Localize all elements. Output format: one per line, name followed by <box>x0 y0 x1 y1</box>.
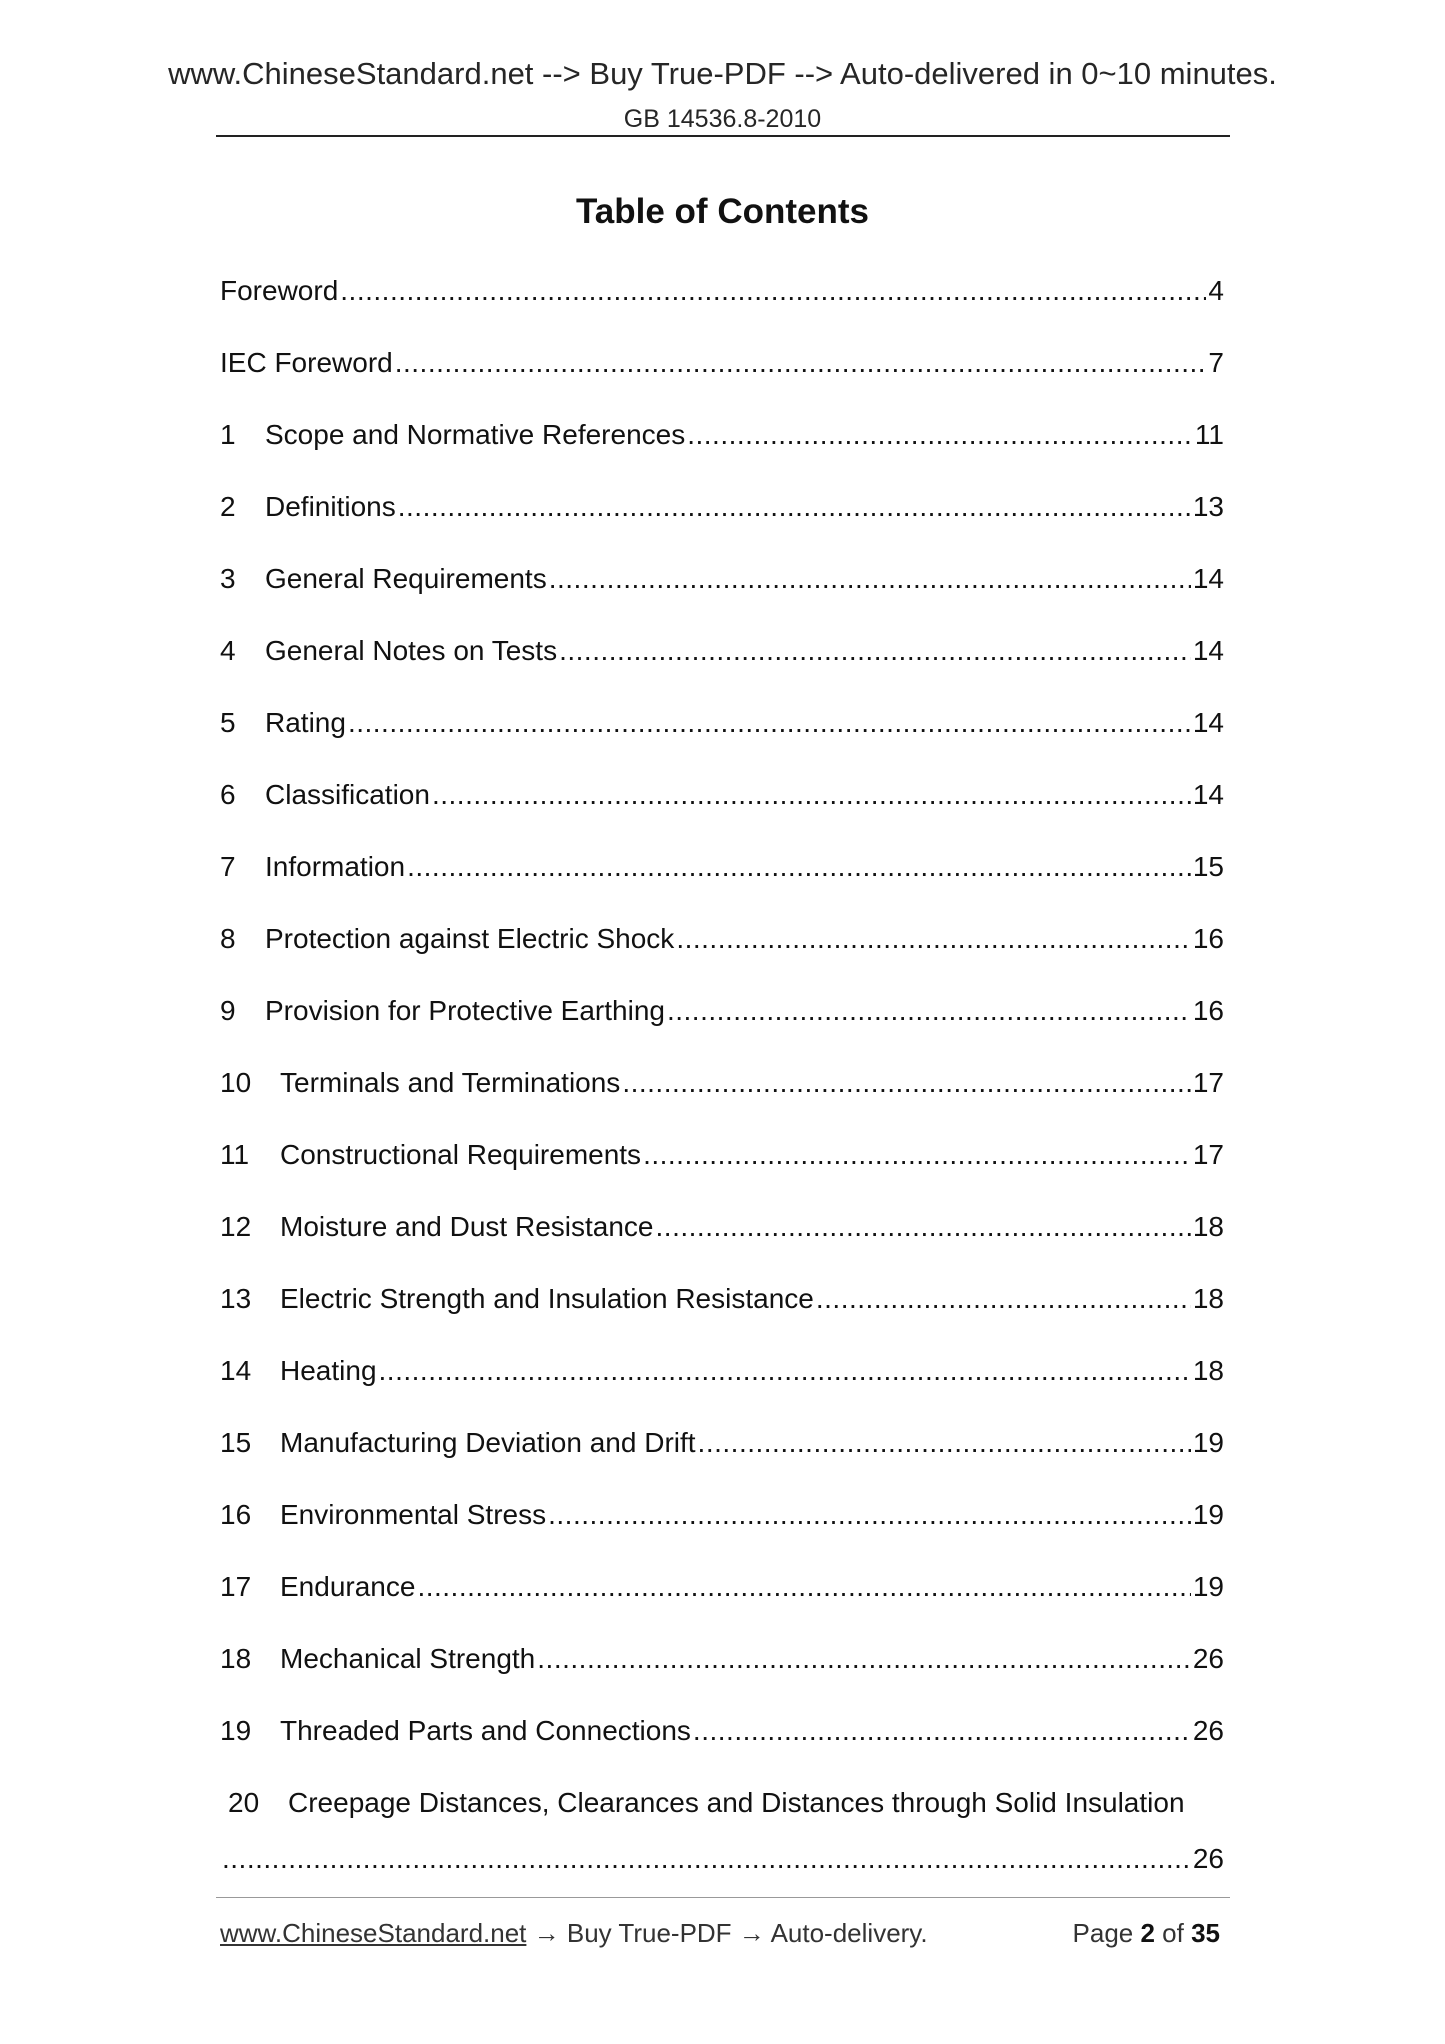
toc-entry-title: Constructional Requirements <box>280 1139 642 1170</box>
toc-entry-number: 8 <box>220 923 236 954</box>
dot-leader <box>340 275 1206 307</box>
toc-entry-page: 7 <box>1208 347 1224 378</box>
dot-leader <box>537 1643 1191 1675</box>
dot-leader <box>379 1355 1191 1387</box>
toc-entry-title: Scope and Normative References <box>265 419 686 450</box>
toc-entry-page: 4 <box>1208 275 1224 306</box>
current-page: 2 <box>1140 1918 1155 1948</box>
toc-entry-title: General Notes on Tests <box>265 635 558 666</box>
dot-leader <box>417 1571 1190 1603</box>
toc-entry-number: 19 <box>220 1715 252 1746</box>
toc-entry-number: 4 <box>220 635 236 666</box>
dot-leader <box>348 707 1191 739</box>
toc-entry-iec-foreword[interactable] <box>220 347 1224 419</box>
toc-entry-20[interactable] <box>220 1787 1224 1875</box>
toc-entry-number: 3 <box>220 563 236 594</box>
dot-leader <box>693 1715 1191 1747</box>
toc-entry-page: 19 <box>1192 1499 1224 1530</box>
toc-entry-13[interactable] <box>220 1283 1224 1355</box>
dot-leader <box>548 1499 1191 1531</box>
toc-entry-page: 26 <box>1192 1843 1224 1874</box>
toc-entry-4[interactable] <box>220 635 1224 707</box>
dot-leader <box>432 779 1191 811</box>
toc-entry-title: Foreword <box>220 275 339 306</box>
toc-entry-title: Rating <box>265 707 346 738</box>
toc-entry-title: Electric Strength and Insulation Resistance <box>280 1283 814 1314</box>
toc-entry-number: 14 <box>220 1355 252 1386</box>
dot-leader <box>816 1283 1191 1315</box>
toc-entry-page: 19 <box>1192 1427 1224 1458</box>
toc-entry-page: 14 <box>1192 563 1224 594</box>
toc-entry-2[interactable] <box>220 491 1224 563</box>
toc-entry-title: Manufacturing Deviation and Drift <box>280 1427 696 1458</box>
dot-leader <box>667 995 1191 1027</box>
toc-entry-title: Environmental Stress <box>280 1499 547 1530</box>
toc-entry-number: 7 <box>220 851 236 882</box>
toc-entry-page: 11 <box>1194 419 1224 450</box>
toc-entry-number: 6 <box>220 779 236 810</box>
toc-entry-18[interactable] <box>220 1643 1224 1715</box>
toc-entry-7[interactable] <box>220 851 1224 923</box>
toc-entry-number: 17 <box>220 1571 252 1602</box>
toc-entry-17[interactable] <box>220 1571 1224 1643</box>
toc-entry-title: Threaded Parts and Connections <box>280 1715 691 1746</box>
toc-entry-title: IEC Foreword <box>220 347 393 378</box>
toc-entry-page: 16 <box>1192 995 1224 1026</box>
header-divider <box>216 135 1230 137</box>
toc-entry-page: 15 <box>1192 851 1224 882</box>
toc-entry-page: 14 <box>1192 779 1224 810</box>
toc-entry-page: 16 <box>1192 923 1224 954</box>
toc-entry-title: Moisture and Dust Resistance <box>280 1211 654 1242</box>
toc-entry-page: 17 <box>1192 1139 1224 1170</box>
toc-entry-foreword[interactable] <box>220 275 1224 347</box>
toc-entry-15[interactable] <box>220 1427 1224 1499</box>
dot-leader <box>622 1067 1191 1099</box>
toc-entry-title: Mechanical Strength <box>280 1643 536 1674</box>
footer-link[interactable]: www.ChineseStandard.net <box>220 1918 527 1948</box>
footer-divider <box>216 1897 1230 1898</box>
toc-entry-19[interactable] <box>220 1715 1224 1787</box>
toc-entry-14[interactable] <box>220 1355 1224 1427</box>
toc-entry-title: Information <box>265 851 406 882</box>
document-code: GB 14536.8-2010 <box>623 105 822 133</box>
toc-entry-page: 26 <box>1192 1715 1224 1746</box>
toc-entry-3[interactable] <box>220 563 1224 635</box>
dot-leader <box>398 491 1191 523</box>
toc-entry-8[interactable] <box>220 923 1224 995</box>
toc-entry-title: General Requirements <box>265 563 547 594</box>
page-title: Table of Contents <box>576 192 869 231</box>
toc-entry-page: 18 <box>1192 1211 1224 1242</box>
toc-entry-12[interactable] <box>220 1211 1224 1283</box>
toc-entry-16[interactable] <box>220 1499 1224 1571</box>
dot-leader <box>643 1139 1191 1171</box>
dot-leader <box>656 1211 1191 1243</box>
total-pages: 35 <box>1191 1918 1220 1948</box>
toc-entry-title: Terminals and Terminations <box>280 1067 621 1098</box>
toc-entry-title: Creepage Distances, Clearances and Distances through Solid Insulation <box>288 1787 1185 1818</box>
toc-entry-11[interactable] <box>220 1139 1224 1211</box>
table-of-contents <box>220 275 1224 1875</box>
toc-entry-6[interactable] <box>220 779 1224 851</box>
toc-entry-number: 1 <box>220 419 236 450</box>
toc-entry-number: 11 <box>220 1139 250 1170</box>
toc-entry-number: 10 <box>220 1067 252 1098</box>
toc-entry-number: 15 <box>220 1427 252 1458</box>
header-banner[interactable]: www.ChineseStandard.net --> Buy True-PDF --> Auto-delivered in 0~10 minutes. <box>168 56 1277 91</box>
toc-entry-page: 14 <box>1192 707 1224 738</box>
toc-entry-10[interactable] <box>220 1067 1224 1139</box>
toc-entry-number: 13 <box>220 1283 252 1314</box>
dot-leader <box>676 923 1191 955</box>
dot-leader <box>559 635 1191 667</box>
toc-entry-number: 5 <box>220 707 236 738</box>
dot-leader <box>549 563 1191 595</box>
toc-entry-title: Definitions <box>265 491 396 522</box>
toc-entry-title: Provision for Protective Earthing <box>265 995 665 1026</box>
toc-entry-5[interactable] <box>220 707 1224 779</box>
toc-entry-number: 16 <box>220 1499 252 1530</box>
toc-entry-1[interactable] <box>220 419 1224 491</box>
dot-leader <box>698 1427 1191 1459</box>
toc-entry-number: 12 <box>220 1211 252 1242</box>
toc-entry-page: 19 <box>1192 1571 1224 1602</box>
toc-entry-number: 2 <box>220 491 236 522</box>
page-of-label: of <box>1154 1918 1192 1948</box>
toc-entry-number: 9 <box>220 995 236 1026</box>
toc-entry-title: Endurance <box>280 1571 416 1602</box>
toc-entry-page: 18 <box>1192 1355 1224 1386</box>
footer-promo <box>220 1918 928 1949</box>
toc-entry-title: Protection against Electric Shock <box>265 923 675 954</box>
dot-leader <box>395 347 1207 379</box>
toc-entry-page: 17 <box>1192 1067 1224 1098</box>
footer-promo-text: → Buy True-PDF → Auto-delivery. <box>526 1918 928 1948</box>
toc-entry-number: 18 <box>220 1643 252 1674</box>
toc-entry-page: 26 <box>1192 1643 1224 1674</box>
toc-entry-page: 13 <box>1192 491 1224 522</box>
toc-entry-title: Heating <box>280 1355 377 1386</box>
page-number <box>1073 1918 1220 1949</box>
dot-leader <box>222 1843 1191 1875</box>
page-label: Page <box>1072 1918 1141 1948</box>
toc-entry-page: 14 <box>1192 635 1224 666</box>
dot-leader <box>407 851 1191 883</box>
toc-entry-title: Classification <box>265 779 430 810</box>
toc-entry-number: 20 <box>228 1787 260 1818</box>
toc-entry-9[interactable] <box>220 995 1224 1067</box>
toc-entry-page: 18 <box>1192 1283 1224 1314</box>
dot-leader <box>687 419 1193 451</box>
